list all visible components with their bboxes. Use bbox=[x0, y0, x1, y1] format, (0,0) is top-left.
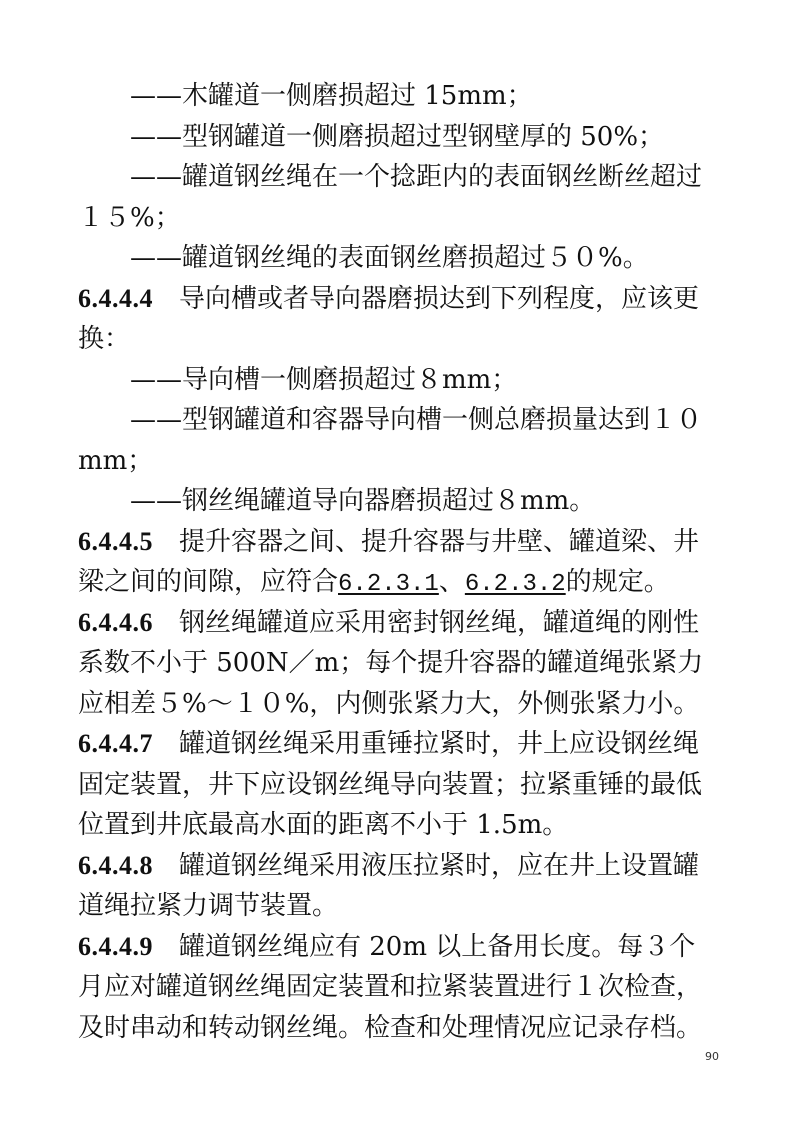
clause-6-4-4-4 bbox=[78, 279, 728, 320]
text-line: ——导向槽一侧磨损超过８mm； bbox=[130, 364, 518, 395]
text-line: 位置到井底最高水面的距离不小于 1.5m。 bbox=[78, 810, 569, 840]
text-line: ——钢丝绳罐道导向器磨损超过８mm。 bbox=[130, 486, 596, 516]
page-number: 90 bbox=[705, 1050, 719, 1063]
clause-text: 罐道钢丝绳采用液压拉紧时，应在井上设置罐 bbox=[179, 850, 700, 881]
text-line: 道绳拉紧力调节装置。 bbox=[78, 891, 339, 921]
reference-link-6-2-3-1[interactable]: 6.2.3.1 bbox=[338, 571, 439, 598]
text-line: ——型钢罐道和容器导向槽一侧总磨损量达到１０ bbox=[130, 405, 703, 435]
text-line: ——罐道钢丝绳的表面钢丝磨损超过５０%。 bbox=[130, 243, 649, 273]
text-segment: 的规定。 bbox=[565, 567, 670, 597]
text-line bbox=[78, 562, 728, 603]
clause-number: 6.4.4.8 bbox=[78, 850, 153, 880]
text-line: ——木罐道一侧磨损超过 15mm； bbox=[130, 81, 533, 111]
clause-6-4-4-6 bbox=[78, 603, 728, 644]
clause-text: 罐道钢丝绳应有 20m 以上备用长度。每３个 bbox=[179, 931, 696, 962]
clause-6-4-4-7 bbox=[78, 724, 728, 765]
clause-text: 钢丝绳罐道应采用密封钢丝绳，罐道绳的刚性 bbox=[179, 607, 700, 638]
text-line: 固定装置，井下应设钢丝绳导向装置；拉紧重锤的最低 bbox=[78, 769, 703, 800]
text-line: 及时串动和转动钢丝绳。检查和处理情况应记录存档。 bbox=[78, 1012, 703, 1043]
clause-6-4-4-5 bbox=[78, 522, 728, 563]
text-line: １５%； bbox=[78, 202, 181, 233]
clause-number: 6.4.4.5 bbox=[78, 526, 153, 556]
clause-text: 提升容器之间、提升容器与井壁、罐道梁、井 bbox=[179, 526, 700, 557]
text-line: 月应对罐道钢丝绳固定装置和拉紧装置进行１次检查， bbox=[78, 972, 703, 1002]
reference-link-6-2-3-2[interactable]: 6.2.3.2 bbox=[464, 571, 566, 598]
text-segment: 梁之间的间隙，应符合 bbox=[78, 567, 339, 597]
clause-text: 罐道钢丝绳采用重锤拉紧时，井上应设钢丝绳 bbox=[179, 729, 700, 759]
clause-6-4-4-8 bbox=[78, 846, 728, 887]
text-line: 系数不小于 500N／m；每个提升容器的罐道绳张紧力 bbox=[78, 648, 704, 678]
clause-number: 6.4.4.4 bbox=[78, 283, 153, 313]
clause-text: 导向槽或者导向器磨损达到下列程度，应该更 bbox=[179, 283, 700, 314]
text-line: 换： bbox=[78, 324, 131, 354]
text-line: ——型钢罐道一侧磨损超过型钢壁厚的 50%； bbox=[130, 121, 665, 152]
clause-6-4-4-9 bbox=[78, 927, 728, 968]
clause-number: 6.4.4.9 bbox=[78, 931, 153, 961]
text-line: ——罐道钢丝绳在一个捻距内的表面钢丝断丝超过 bbox=[130, 162, 703, 192]
text-line: 应相差５%～１０%，内侧张紧力大，外侧张紧力小。 bbox=[78, 688, 700, 719]
clause-number: 6.4.4.6 bbox=[78, 607, 153, 637]
document-body bbox=[78, 76, 728, 1048]
clause-number: 6.4.4.7 bbox=[78, 729, 153, 758]
text-segment: 、 bbox=[438, 567, 465, 597]
text-line: mm； bbox=[78, 445, 154, 476]
